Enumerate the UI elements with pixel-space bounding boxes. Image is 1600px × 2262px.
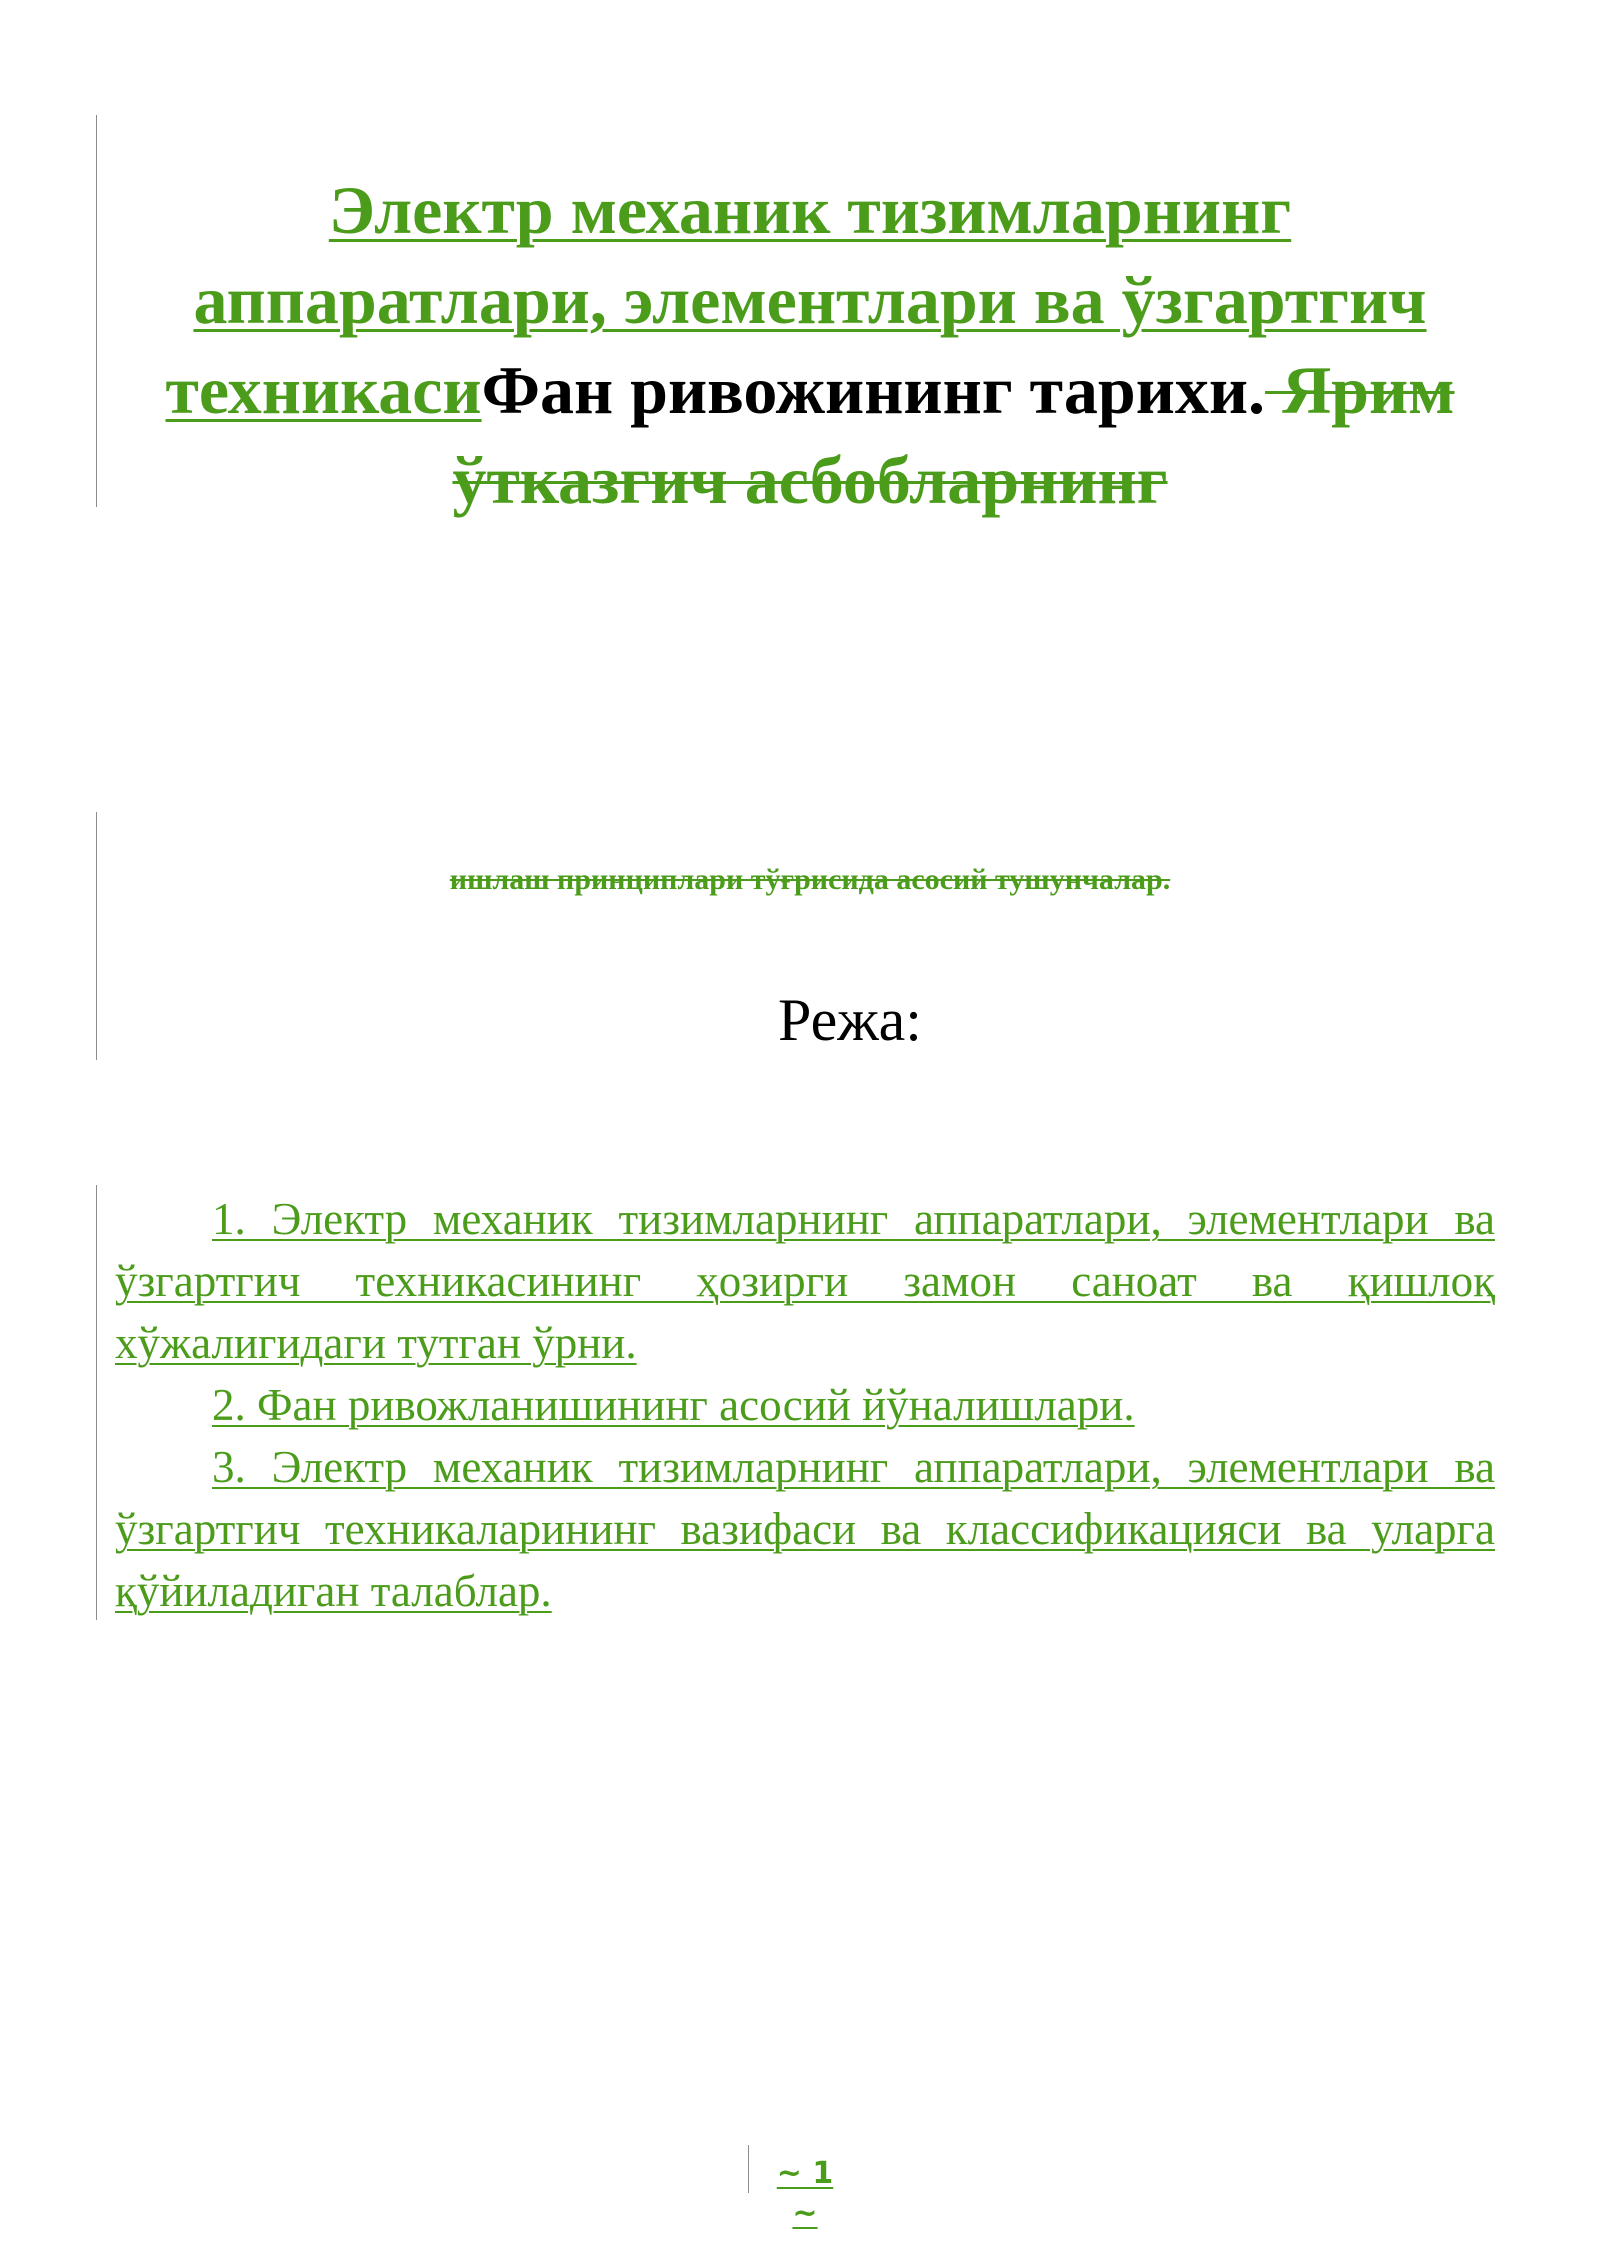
document-title	[140, 165, 1480, 525]
plan-item-text: 2. Фан ривожланишининг асосий йўналишлари.	[212, 1380, 1135, 1430]
title-normal-text: Фан ривожининг тарихи.	[481, 352, 1266, 428]
plan-item-text: 3. Электр механик тизимларнинг аппаратлари, элементлари ва ўзгартгич техникаларининг вазифаси ва классификацияси ва уларга қўйиладиган талаблар.	[115, 1442, 1495, 1616]
title-deleted-text: Ярим ўтказгич асбобларнинг	[452, 352, 1455, 518]
plan-item	[115, 1374, 1495, 1436]
page-number-text: ~ 1 ~	[776, 2156, 834, 2231]
change-bar-title	[96, 115, 97, 507]
plan-item	[115, 1436, 1495, 1622]
change-bar-plan	[96, 1185, 97, 1620]
plan-heading: Режа:	[778, 987, 922, 1053]
plan-item-text: 1. Электр механик тизимларнинг аппаратлари, элементлари ва ўзгартгич техникасининг ҳозирги замон саноат ва қишлоқ хўжалигидаги тутган ўрни.	[115, 1194, 1495, 1368]
plan-list	[115, 1188, 1495, 1622]
deleted-subtitle	[140, 860, 1480, 900]
change-bar-page-number	[748, 2145, 749, 2193]
page-number	[760, 2154, 850, 2234]
title-inserted-text: Электр механик тизимларнинг аппаратлари, элементлари ва ўзгартгич техникаси	[165, 172, 1427, 428]
deleted-subtitle-text: ишлаш принциплари тўғрисида асосий тушунчалар.	[449, 863, 1171, 896]
plan-item	[115, 1188, 1495, 1374]
